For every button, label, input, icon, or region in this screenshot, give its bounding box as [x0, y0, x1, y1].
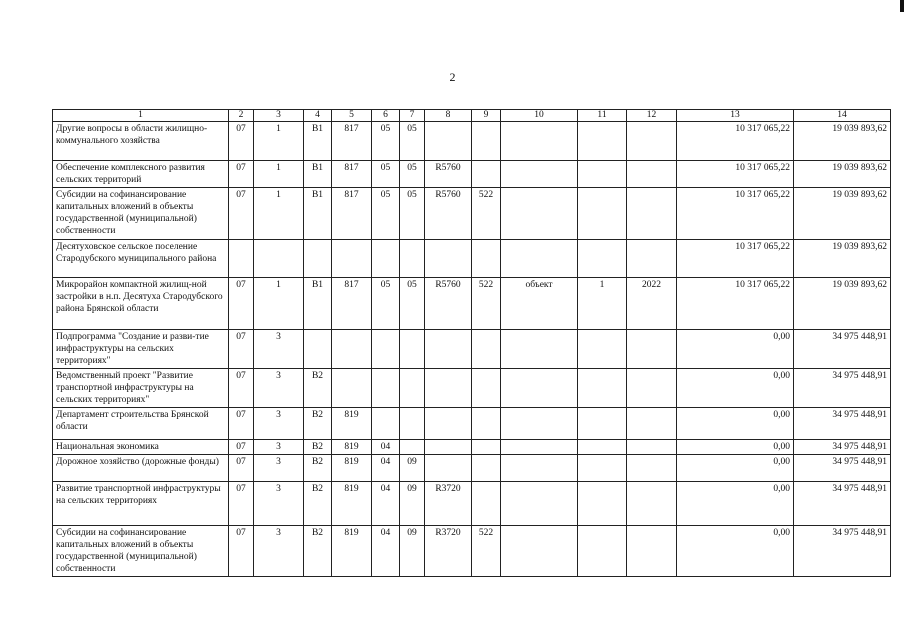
row-cell-col-6: 05: [372, 278, 400, 330]
row-cell-col-11: [578, 122, 627, 161]
row-cell-col-13: 10 317 065,22: [677, 188, 794, 240]
row-cell-col-14: 19 039 893,62: [794, 122, 891, 161]
row-description-cell: Десятуховское сельское поселение Стародубского муниципального района: [53, 240, 229, 278]
row-cell-col-8: R3720: [425, 526, 472, 577]
header-cell-9: 9: [472, 110, 501, 122]
row-cell-col-3: 3: [254, 369, 304, 408]
row-cell-col-12: [627, 455, 677, 482]
row-cell-col-5: 817: [332, 278, 372, 330]
row-cell-col-14: 19 039 893,62: [794, 188, 891, 240]
row-cell-col-12: [627, 330, 677, 369]
row-cell-col-3: 3: [254, 526, 304, 577]
row-cell-col-3: 1: [254, 278, 304, 330]
row-cell-col-7: [400, 440, 425, 455]
row-cell-col-8: [425, 330, 472, 369]
row-cell-col-2: [229, 240, 254, 278]
row-cell-col-10: [501, 526, 578, 577]
row-cell-col-14: 19 039 893,62: [794, 161, 891, 188]
row-cell-col-2: 07: [229, 161, 254, 188]
table-row: [53, 278, 891, 330]
row-cell-col-3: 3: [254, 455, 304, 482]
row-cell-col-7: 09: [400, 455, 425, 482]
header-cell-4: 4: [304, 110, 332, 122]
row-cell-col-11: [578, 455, 627, 482]
table-row: [53, 161, 891, 188]
row-description-cell: Национальная экономика: [53, 440, 229, 455]
header-cell-2: 2: [229, 110, 254, 122]
row-cell-col-10: [501, 240, 578, 278]
row-cell-col-2: 07: [229, 455, 254, 482]
row-cell-col-9: 522: [472, 526, 501, 577]
header-cell-6: 6: [372, 110, 400, 122]
row-cell-col-8: [425, 122, 472, 161]
row-cell-col-4: В2: [304, 482, 332, 526]
header-cell-1: 1: [53, 110, 229, 122]
row-cell-col-7: [400, 330, 425, 369]
row-cell-col-5: 819: [332, 526, 372, 577]
row-cell-col-10: [501, 188, 578, 240]
row-cell-col-8: R5760: [425, 188, 472, 240]
row-cell-col-6: 04: [372, 440, 400, 455]
page-number: 2: [449, 70, 456, 84]
row-cell-col-10: [501, 330, 578, 369]
row-cell-col-2: 07: [229, 440, 254, 455]
row-cell-col-4: В2: [304, 455, 332, 482]
row-cell-col-11: 1: [578, 278, 627, 330]
row-cell-col-5: 819: [332, 455, 372, 482]
row-cell-col-6: 04: [372, 455, 400, 482]
row-cell-col-6: [372, 369, 400, 408]
row-cell-col-3: 3: [254, 482, 304, 526]
row-cell-col-6: 05: [372, 161, 400, 188]
row-cell-col-13: 0,00: [677, 482, 794, 526]
row-cell-col-2: 07: [229, 369, 254, 408]
row-cell-col-7: [400, 408, 425, 440]
row-cell-col-9: [472, 455, 501, 482]
row-cell-col-11: [578, 440, 627, 455]
header-cell-5: 5: [332, 110, 372, 122]
row-description-cell: Подпрограмма "Создание и разви-тие инфраструктуры на сельских территориях": [53, 330, 229, 369]
row-description-cell: Развитие транспортной инфраструктуры на сельских территориях: [53, 482, 229, 526]
row-cell-col-8: R5760: [425, 278, 472, 330]
row-cell-col-3: 3: [254, 330, 304, 369]
table-row: [53, 440, 891, 455]
row-cell-col-5: 819: [332, 408, 372, 440]
row-cell-col-11: [578, 330, 627, 369]
row-cell-col-10: [501, 440, 578, 455]
row-cell-col-2: 07: [229, 278, 254, 330]
budget-table: [52, 109, 891, 577]
row-cell-col-10: [501, 122, 578, 161]
row-cell-col-9: 522: [472, 278, 501, 330]
header-cell-7: 7: [400, 110, 425, 122]
row-cell-col-4: В2: [304, 408, 332, 440]
row-cell-col-6: 05: [372, 188, 400, 240]
row-cell-col-14: 34 975 448,91: [794, 440, 891, 455]
row-cell-col-7: 05: [400, 278, 425, 330]
row-cell-col-12: 2022: [627, 278, 677, 330]
row-cell-col-4: В1: [304, 278, 332, 330]
row-cell-col-7: 05: [400, 161, 425, 188]
row-cell-col-14: 19 039 893,62: [794, 278, 891, 330]
row-cell-col-8: [425, 408, 472, 440]
table-row: [53, 455, 891, 482]
row-cell-col-6: 04: [372, 526, 400, 577]
table-header-row: [53, 110, 891, 122]
row-description-cell: Другие вопросы в области жилищно-коммунального хозяйства: [53, 122, 229, 161]
table-row: [53, 482, 891, 526]
row-cell-col-11: [578, 526, 627, 577]
row-cell-col-6: 04: [372, 482, 400, 526]
row-cell-col-12: [627, 526, 677, 577]
row-cell-col-13: 0,00: [677, 526, 794, 577]
row-cell-col-9: [472, 369, 501, 408]
row-cell-col-3: [254, 240, 304, 278]
row-cell-col-9: [472, 161, 501, 188]
row-cell-col-5: 817: [332, 122, 372, 161]
corner-scan-mark: [900, 0, 904, 12]
row-cell-col-12: [627, 188, 677, 240]
row-cell-col-13: 0,00: [677, 455, 794, 482]
row-cell-col-5: 817: [332, 188, 372, 240]
header-cell-8: 8: [425, 110, 472, 122]
row-description-cell: Микрорайон компактной жилищ-ной застройки в н.п. Десятуха Стародубского района Брянской области: [53, 278, 229, 330]
row-cell-col-3: 3: [254, 440, 304, 455]
row-cell-col-14: 34 975 448,91: [794, 369, 891, 408]
table-row: [53, 408, 891, 440]
row-cell-col-5: [332, 330, 372, 369]
row-cell-col-12: [627, 240, 677, 278]
row-cell-col-10: [501, 408, 578, 440]
row-cell-col-10: [501, 482, 578, 526]
row-cell-col-9: 522: [472, 188, 501, 240]
row-cell-col-4: В2: [304, 369, 332, 408]
row-cell-col-7: 09: [400, 526, 425, 577]
row-cell-col-14: 34 975 448,91: [794, 526, 891, 577]
row-cell-col-4: В1: [304, 188, 332, 240]
row-cell-col-5: [332, 240, 372, 278]
table-row: [53, 122, 891, 161]
row-cell-col-13: 0,00: [677, 440, 794, 455]
row-cell-col-6: 05: [372, 122, 400, 161]
row-cell-col-2: 07: [229, 408, 254, 440]
row-cell-col-2: 07: [229, 526, 254, 577]
row-cell-col-8: [425, 240, 472, 278]
row-description-cell: Дорожное хозяйство (дорожные фонды): [53, 455, 229, 482]
row-cell-col-11: [578, 161, 627, 188]
row-cell-col-13: 10 317 065,22: [677, 161, 794, 188]
row-cell-col-9: [472, 440, 501, 455]
table-body: [53, 110, 891, 577]
row-cell-col-11: [578, 188, 627, 240]
row-cell-col-8: [425, 369, 472, 408]
row-description-cell: Департамент строительства Брянской области: [53, 408, 229, 440]
row-cell-col-3: 1: [254, 161, 304, 188]
row-cell-col-7: 05: [400, 188, 425, 240]
row-cell-col-8: R3720: [425, 482, 472, 526]
table-row: [53, 526, 891, 577]
row-cell-col-3: 1: [254, 122, 304, 161]
row-cell-col-9: [472, 330, 501, 369]
row-cell-col-12: [627, 408, 677, 440]
row-cell-col-4: В1: [304, 122, 332, 161]
row-cell-col-5: [332, 369, 372, 408]
row-cell-col-4: [304, 240, 332, 278]
row-cell-col-2: 07: [229, 330, 254, 369]
row-cell-col-13: 0,00: [677, 330, 794, 369]
row-cell-col-9: [472, 240, 501, 278]
row-cell-col-4: В2: [304, 526, 332, 577]
row-cell-col-12: [627, 440, 677, 455]
row-cell-col-14: 34 975 448,91: [794, 455, 891, 482]
row-cell-col-11: [578, 408, 627, 440]
row-cell-col-14: 19 039 893,62: [794, 240, 891, 278]
row-cell-col-7: [400, 240, 425, 278]
table-row: [53, 240, 891, 278]
table-row: [53, 369, 891, 408]
row-cell-col-4: [304, 330, 332, 369]
row-cell-col-4: В2: [304, 440, 332, 455]
row-cell-col-7: 05: [400, 122, 425, 161]
row-cell-col-14: 34 975 448,91: [794, 482, 891, 526]
row-cell-col-11: [578, 240, 627, 278]
row-cell-col-5: 819: [332, 440, 372, 455]
row-cell-col-13: 10 317 065,22: [677, 240, 794, 278]
row-cell-col-6: [372, 240, 400, 278]
row-cell-col-3: 3: [254, 408, 304, 440]
header-cell-12: 12: [627, 110, 677, 122]
row-cell-col-10: объект: [501, 278, 578, 330]
row-cell-col-13: 10 317 065,22: [677, 278, 794, 330]
row-cell-col-6: [372, 330, 400, 369]
row-description-cell: Субсидии на софинансирование капитальных вложений в объекты государственной (муниципальной) собственности: [53, 526, 229, 577]
row-cell-col-14: 34 975 448,91: [794, 408, 891, 440]
row-cell-col-8: [425, 440, 472, 455]
header-cell-14: 14: [794, 110, 891, 122]
row-description-cell: Субсидии на софинансирование капитальных вложений в объекты государственной (муниципальной) собственности: [53, 188, 229, 240]
row-cell-col-9: [472, 482, 501, 526]
row-cell-col-9: [472, 408, 501, 440]
table-row: [53, 330, 891, 369]
row-cell-col-7: [400, 369, 425, 408]
row-cell-col-10: [501, 161, 578, 188]
row-cell-col-13: 0,00: [677, 369, 794, 408]
row-cell-col-2: 07: [229, 482, 254, 526]
row-description-cell: Обеспечение комплексного развития сельских территорий: [53, 161, 229, 188]
table-row: [53, 188, 891, 240]
row-cell-col-8: R5760: [425, 161, 472, 188]
row-cell-col-7: 09: [400, 482, 425, 526]
row-description-cell: Ведомственный проект "Развитие транспортной инфраструктуры на сельских территориях": [53, 369, 229, 408]
row-cell-col-8: [425, 455, 472, 482]
row-cell-col-5: 817: [332, 161, 372, 188]
row-cell-col-9: [472, 122, 501, 161]
row-cell-col-12: [627, 482, 677, 526]
header-cell-13: 13: [677, 110, 794, 122]
row-cell-col-5: 819: [332, 482, 372, 526]
header-cell-3: 3: [254, 110, 304, 122]
row-cell-col-6: [372, 408, 400, 440]
row-cell-col-10: [501, 455, 578, 482]
row-cell-col-13: 10 317 065,22: [677, 122, 794, 161]
header-cell-10: 10: [501, 110, 578, 122]
row-cell-col-12: [627, 122, 677, 161]
row-cell-col-11: [578, 482, 627, 526]
row-cell-col-2: 07: [229, 122, 254, 161]
row-cell-col-14: 34 975 448,91: [794, 330, 891, 369]
header-cell-11: 11: [578, 110, 627, 122]
row-cell-col-12: [627, 369, 677, 408]
row-cell-col-10: [501, 369, 578, 408]
row-cell-col-11: [578, 369, 627, 408]
row-cell-col-12: [627, 161, 677, 188]
row-cell-col-3: 1: [254, 188, 304, 240]
row-cell-col-2: 07: [229, 188, 254, 240]
row-cell-col-13: 0,00: [677, 408, 794, 440]
row-cell-col-4: В1: [304, 161, 332, 188]
